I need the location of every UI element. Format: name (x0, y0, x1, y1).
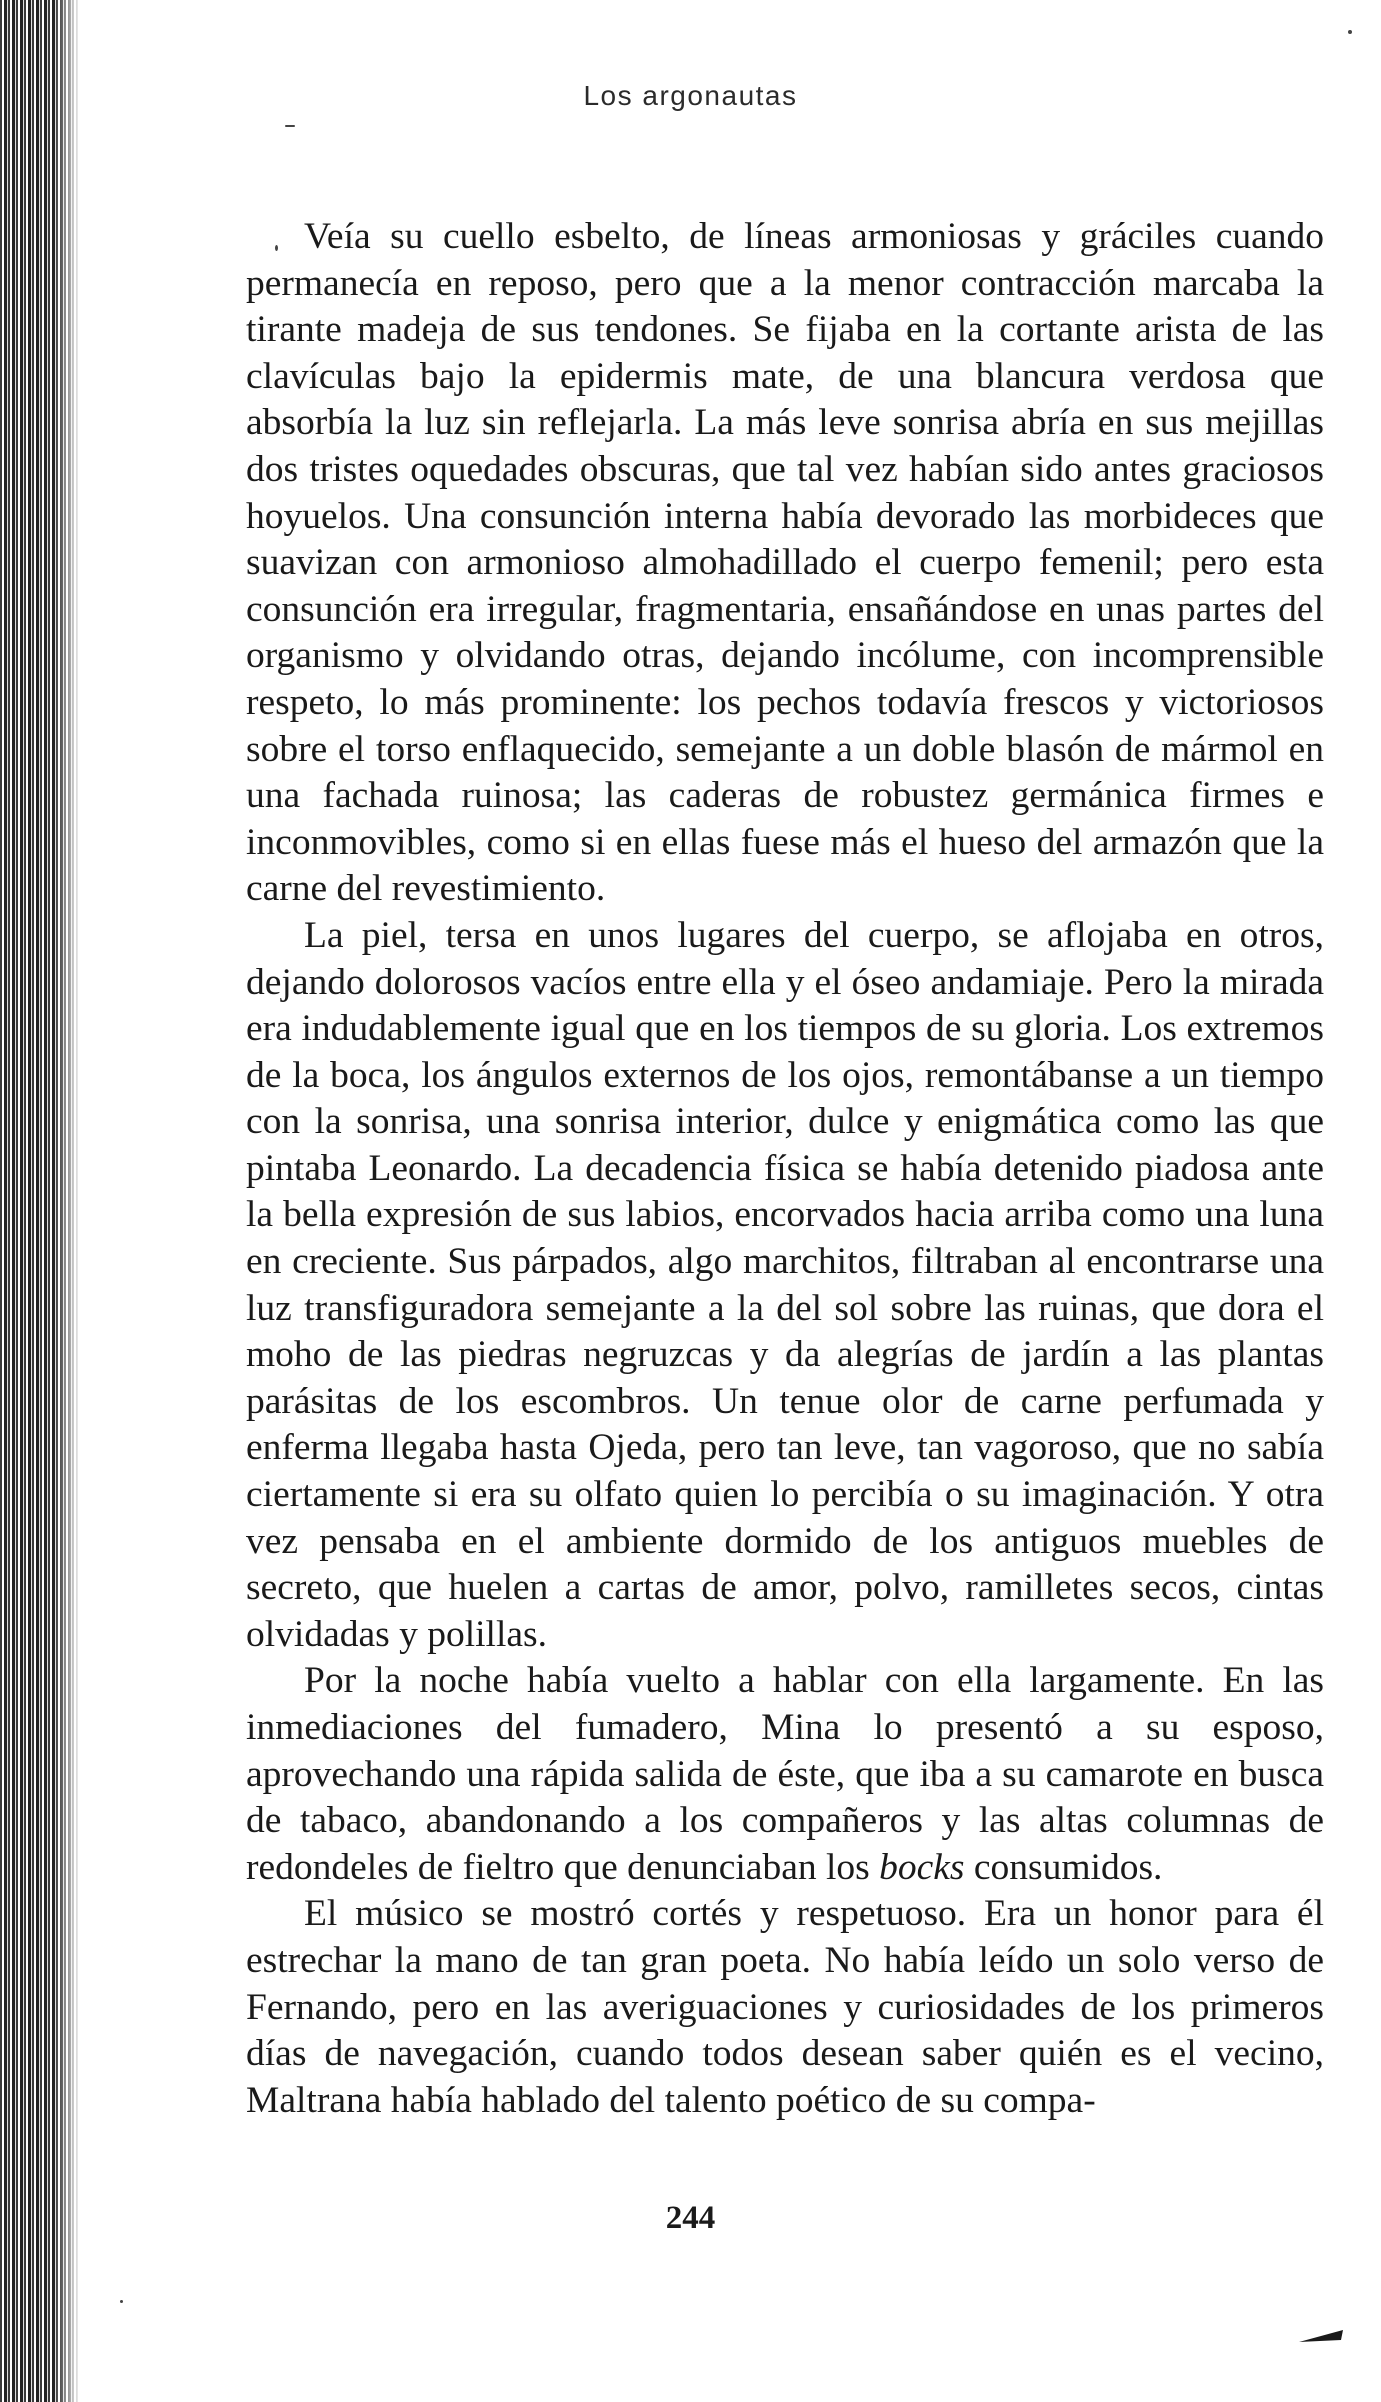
running-header: Los argonautas (583, 80, 798, 111)
paragraph-text: Por la noche había vuelto a hablar con ella largamente. En las inmediaciones del fumadero, Mina lo presentó a su esposo, aprovechando una rápida salida de éste, que iba a su camarote en busca de tabaco, abandonando a los compañeros y las altas columnas de redondeles de fieltro que denunciaban los (246, 1660, 1324, 1888)
scan-speck (1348, 30, 1352, 34)
paragraph-3 (246, 1658, 1324, 1891)
italic-word: bocks (879, 1846, 965, 1888)
paragraph-2 (246, 913, 1324, 1659)
paragraph-text-tail: consumidos. (964, 1846, 1163, 1888)
scan-speck (275, 245, 278, 251)
paragraph-4 (246, 1891, 1324, 2124)
page-number: 244 (665, 2200, 716, 2236)
paragraph-text: Veía su cuello esbelto, de líneas armoniosas y gráciles cuando permanecía en reposo, pero que a la menor contracción marcaba la tirante madeja de sus tendones. Se fijaba en la cortante arista de las clavículas bajo la epidermis mate, de una blancura verdosa que absorbía la luz sin reflejarla. La más leve sonrisa abría en sus mejillas dos tristes oquedades obscuras, que tal vez habían sido antes graciosos hoyuelos. Una consunción interna había devorado las morbideces que suavizan con armonioso almohadillado el cuerpo femenil; pero esta consunción era irregular, fragmentaria, ensañándose en unas partes del organismo y olvidando otras, dejando incólume, con incomprensible respeto, lo más prominente: los pechos todavía frescos y victoriosos sobre el torso enflaquecido, semejante a un doble blasón de mármol en una fachada ruinosa; las caderas de robustez germánica firmes e inconmovibles, como si en ellas fuese más el hueso del armazón que la carne del revestimiento. (246, 216, 1324, 910)
paragraph-1 (246, 214, 1324, 913)
ink-mark-icon (1299, 2328, 1343, 2344)
paragraph-text: El músico se mostró cortés y respetuoso. Era un honor para él estrechar la mano de tan gran poeta. No había leído un solo verso de Fernando, pero en las averiguaciones y curiosidades de los primeros días de navegación, cuando todos desean saber quién es el vecino, Maltrana había hablado del talento poético de su compa- (246, 1893, 1324, 2121)
body-text (246, 214, 1324, 2124)
scan-speck (285, 125, 295, 127)
paragraph-text: La piel, tersa en unos lugares del cuerpo, se aflojaba en otros, dejando dolorosos vacíos entre ella y el óseo andamiaje. Pero la mirada era indudablemente igual que en los tiempos de su gloria. Los extremos de la boca, los ángulos externos de los ojos, remontábanse a un tiempo con la sonrisa, una sonrisa interior, dulce y enigmática como las que pintaba Leonardo. La decadencia física se había detenido piadosa ante la bella expresión de sus labios, encorvados hacia arriba como una luna en creciente. Sus párpados, algo marchitos, filtraban al encontrarse una luz transfiguradora semejante a la del sol sobre las ruinas, que dora el moho de las piedras negruzcas y da alegrías de jardín a las plantas parásitas de los escombros. Un tenue olor de carne perfumada y enferma llegaba hasta Ojeda, pero tan leve, tan vagoroso, que no sabía ciertamente si era su olfato quien lo percibía o su imaginación. Y otra vez pensaba en el ambiente dormido de los antiguos muebles de secreto, que huelen a cartas de amor, polvo, ramilletes secos, cintas olvidadas y polillas. (246, 914, 1324, 1655)
book-binding-edge (0, 0, 78, 2402)
scan-speck (120, 2300, 123, 2303)
